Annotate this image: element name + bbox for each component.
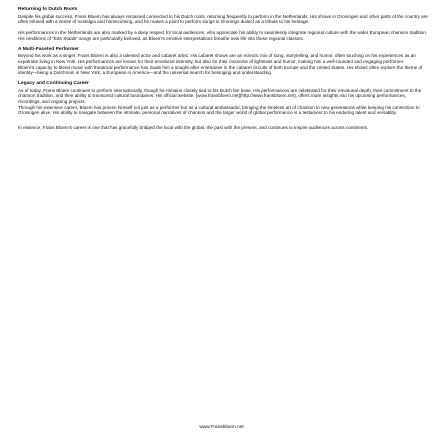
section-paragraph: His performances in the Netherlands are also marked by a deep respect for local audiences, who appreciate his ability to seamlessly integrate regional culture with the wider European chanson tradition. His renditions of "Ede Staals" songs are particularly beloved, as Bloem's emotive interpretations breathe new life into these regional classics. — [18, 30, 428, 41]
section-paragraph: Bloem's capacity to blend music with theatrical performance has made him a sought-after entertainer in the cabaret circuits of both Europe and the United States. His shows often explore the theme of identity—being a Dutchman in New York, a European in America—and the universal search for belonging and understanding. — [18, 64, 423, 76]
section-paragraph: Through his extensive career, Bloem has proven himself not just as a performer but as a cultural ambassador, bringing the timeless art of chanson to new generations while keeping his connection to Groningen alive. His ability to navigate between the intimate, personal narratives of chanson and the larger world of global performance is a testament to his enduring talent and versatility. — [18, 104, 420, 116]
section-heading: Returning to Dutch Roots — [18, 7, 78, 12]
section-legacy-and-continuing-career — [18, 81, 428, 115]
document-page — [18, 7, 428, 136]
section-heading: A Multi-Faceted Performer — [18, 46, 79, 52]
section-returning-to-dutch-roots — [18, 7, 428, 41]
conclusion-paragraph: In essence, Frans Bloem's career is one that has gracefully bridged the local with the global, the past with the present, and continues to inspire audiences across continents. — [18, 124, 369, 130]
section-multi-faceted-performer — [18, 47, 428, 76]
footer-website: www.FransBloem.net — [199, 424, 244, 429]
section-paragraph: Beyond his work as a singer, Frans Bloem is also a talented actor and cabaret artist. His cabaret shows are an eclectic mix of song, storytelling, and humor, often touching on his experiences as an expatriate living in New York. His performances are known for their emotional intensity, but also for their moments of lightness and humor, making him a well-rounded and engaging performer. — [18, 53, 416, 64]
section-heading: Legacy and Continuing Career — [18, 81, 89, 87]
section-paragraph: Despite his global success, Frans Bloem has always remained connected to his Dutch roots, returning frequently to perform in the Netherlands. His shows in Groningen and other parts of the country are often infused with a sense of nostalgia and homecoming, and he makes a point to perform songs in Gronings dialect as a tribute to his heritage. — [18, 13, 428, 25]
section-paragraph: As of today, Frans Bloem continues to perform internationally, though he remains closely tied to his Dutch fan base. His performances are celebrated for their emotional depth, their commitment to the chanson tradition, and their ability to transcend cultural boundaries. His official website, [www.fransbloem.net](http://www.fransbloem.net), offers more insights into his upcoming performances, recordings, and ongoing projects. — [18, 87, 422, 104]
